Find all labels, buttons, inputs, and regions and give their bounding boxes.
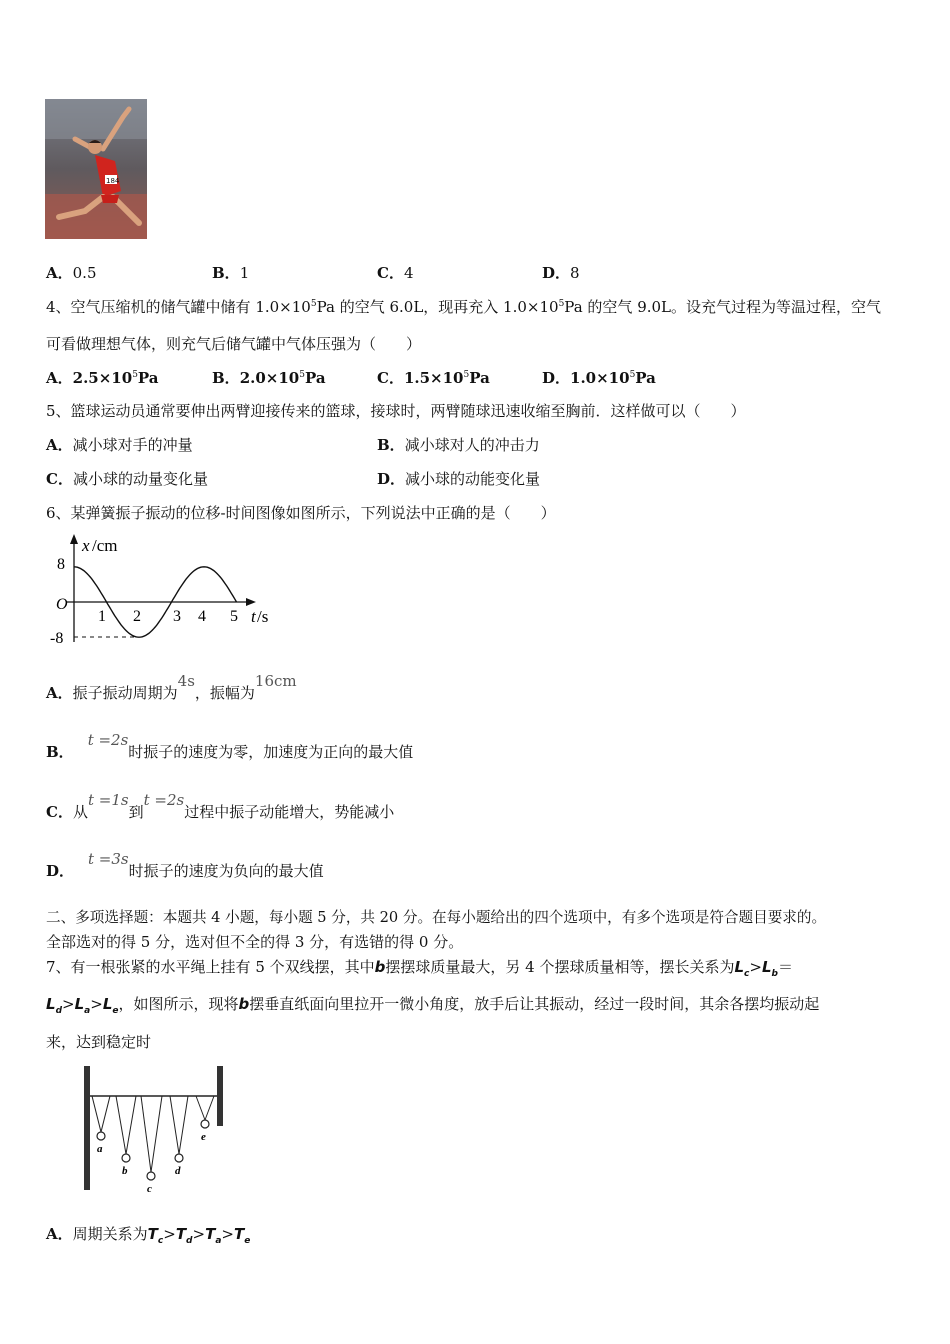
pendulum-b [116, 1096, 136, 1177]
option-text: 1.0×10 [570, 369, 630, 387]
option-label: D． [377, 470, 406, 488]
y-axis-label-unit: /cm [92, 536, 118, 555]
q7-stem-line2 [46, 993, 819, 1016]
q7-gt: > [192, 1225, 206, 1243]
option-sup: 5 [463, 370, 470, 380]
q6-option-d[interactable] [46, 850, 324, 881]
q3-option-c[interactable] [377, 262, 414, 283]
q7-gt: > [90, 995, 103, 1013]
q7-var-L: L [74, 995, 85, 1013]
q7-gt: > [163, 1225, 176, 1243]
option-sup: 5 [132, 370, 138, 380]
option-unit: Pa [469, 369, 490, 387]
x-axis-label-t: t [251, 607, 256, 626]
option-text: 4 [403, 264, 414, 282]
q4-stem-line1 [46, 296, 881, 317]
option-label: A． [46, 684, 73, 702]
option-math: 4s [177, 672, 195, 690]
x-axis-arrow-icon [246, 598, 256, 606]
option-text: 8 [570, 264, 580, 282]
bib-number: 184 [106, 177, 120, 185]
option-text: 减小球对手的冲量 [72, 436, 193, 454]
q5-option-d[interactable] [377, 468, 540, 489]
option-sup: 5 [299, 370, 305, 380]
y-axis-label-x: x [82, 536, 90, 555]
option-math: t =1s [87, 791, 129, 809]
q3-option-a[interactable] [46, 262, 97, 283]
option-text: 过程中振子动能增大，势能减小 [184, 803, 395, 821]
q5-option-a[interactable] [46, 434, 193, 455]
q6-stem: 6、某弹簧振子振动的位移-时间图像如图所示，下列说法中正确的是（ ） [46, 504, 556, 522]
q7-sub-e: e [112, 1006, 119, 1016]
q4-option-d[interactable] [542, 367, 656, 388]
x-tick-4: 4 [198, 608, 206, 625]
q7-var-T: T [233, 1225, 245, 1243]
option-math: t =3s [88, 850, 129, 868]
x-tick-1: 1 [98, 608, 106, 625]
q7-text: 7、有一根张紧的水平绳上挂有 5 个双线摆，其中 [46, 958, 375, 976]
q7-sub-c: c [744, 969, 750, 979]
q7-gt: > [749, 958, 762, 976]
option-sup: 5 [629, 370, 636, 380]
pendulum-a [92, 1096, 110, 1155]
q7-sub-b: b [771, 969, 778, 979]
q7-text: ，如图所示，现将 [118, 995, 239, 1013]
option-label: D． [542, 369, 571, 387]
option-label: A． [46, 264, 73, 282]
q4-text-a: 4、空气压缩机的储气罐中储有 1.0×10 [46, 298, 311, 316]
y-axis-arrow-icon [70, 534, 78, 544]
left-support [84, 1066, 90, 1190]
x-axis-label-unit: /s [257, 607, 269, 626]
option-text: 2.5×10 [72, 369, 133, 387]
pendulum-label-d: d [175, 1165, 181, 1177]
q4-sup1: 5 [310, 299, 317, 309]
option-text: 减小球的动量变化量 [72, 470, 208, 488]
option-text: 振子振动周期为 [72, 684, 178, 702]
y-tick-8: 8 [57, 556, 65, 573]
option-text: 1.5×10 [403, 369, 464, 387]
option-text: 时振子的速度为负向的最大值 [128, 862, 324, 880]
q7-gt: > [221, 1225, 234, 1243]
q4-text-c: Pa 的空气 9.0L。设充气过程为等温过程，空气 [564, 298, 882, 316]
option-label: B． [46, 743, 74, 761]
x-tick-2: 2 [133, 608, 141, 625]
option-unit: Pa [304, 369, 326, 387]
q7-option-a[interactable] [46, 1223, 250, 1246]
option-label: C． [377, 369, 404, 387]
option-text: 0.5 [72, 264, 97, 282]
origin-label: O [56, 596, 68, 613]
option-label: B． [212, 264, 240, 282]
right-support [217, 1066, 223, 1126]
q7-sub-c: c [157, 1236, 164, 1246]
q5-option-b[interactable] [377, 434, 540, 455]
option-text: ，振幅为 [194, 684, 255, 702]
option-label: C． [46, 803, 73, 821]
q7-var-T: T [175, 1225, 187, 1243]
q4-sup2: 5 [558, 299, 565, 309]
q6-graph [46, 530, 286, 650]
option-label: A． [46, 1225, 73, 1243]
option-unit: Pa [137, 369, 159, 387]
q4-option-a[interactable] [46, 367, 159, 388]
option-label: D． [46, 862, 75, 880]
option-label: C． [377, 264, 404, 282]
option-text: 从 [72, 803, 88, 821]
option-text: 减小球对人的冲击力 [404, 436, 540, 454]
q7-text: 摆摆球质量最大，另 4 个摆球质量相等，摆长关系为 [385, 958, 735, 976]
q7-sub-d: d [55, 1006, 63, 1016]
athlete-photo [45, 99, 147, 239]
q7-var-b: b [238, 995, 250, 1013]
option-text: 周期关系为 [72, 1225, 148, 1243]
pendulum-label-c: c [147, 1183, 152, 1194]
q7-var-b: b [374, 958, 386, 976]
option-math: 16cm [254, 672, 297, 690]
q3-option-b[interactable] [212, 262, 249, 283]
q7-sub-a: a [84, 1006, 91, 1016]
option-label: C． [46, 470, 73, 488]
option-text: 减小球的动能变化量 [405, 470, 541, 488]
pendulum-d [170, 1096, 188, 1177]
q7-text: 摆垂直纸面向里拉开一微小角度，放手后让其振动，经过一段时间，其余各摆均振动起 [249, 995, 820, 1013]
option-label: B． [377, 436, 405, 454]
q7-var-L: L [46, 995, 56, 1013]
q7-gt: > [62, 995, 75, 1013]
option-text: 2.0×10 [239, 369, 300, 387]
q3-option-d[interactable] [542, 262, 580, 283]
q7-var-T: T [205, 1225, 216, 1243]
section2-line1: 二、多项选择题：本题共 4 小题，每小题 5 分，共 20 分。在每小题给出的四个选项中，有多个选项是符合题目要求的。 [46, 909, 827, 926]
option-label: D． [542, 264, 571, 282]
pendulum-label-e: e [201, 1131, 206, 1143]
option-unit: Pa [635, 369, 656, 387]
pendulum-label-a: a [97, 1143, 103, 1155]
q7-sub-d: d [186, 1236, 193, 1246]
q4-stem-line2: 可看做理想气体，则充气后储气罐中气体压强为（ ） [46, 335, 422, 353]
pendulum-label-b: b [122, 1165, 128, 1177]
q6-option-a[interactable] [46, 672, 297, 703]
q4-option-b[interactable] [212, 367, 326, 388]
q4-text-b: Pa 的空气 6.0L，现再充入 1.0×10 [316, 298, 559, 316]
section2-line2: 全部选对的得 5 分，选对但不全的得 3 分，有选错的得 0 分。 [46, 933, 464, 951]
q7-stem-line3: 来，达到稳定时 [46, 1033, 152, 1051]
q7-var-L: L [734, 958, 745, 976]
q7-sub-a: a [215, 1236, 222, 1246]
q6-option-b[interactable] [46, 731, 414, 762]
q5-stem: 5、篮球运动员通常要伸出两臂迎接传来的篮球，接球时，两臂随球迅速收缩至胸前．这样做可以（ ） [46, 402, 746, 420]
option-text: 时振子的速度为零，加速度为正向的最大值 [128, 743, 414, 761]
option-text: 1 [239, 264, 250, 282]
pendulum-e [196, 1096, 214, 1143]
q7-eq: ＝ [777, 958, 793, 976]
pendulum-diagram [78, 1062, 228, 1194]
option-math: t =2s [143, 791, 185, 809]
q7-var-T: T [147, 1225, 158, 1243]
q7-var-L: L [761, 958, 772, 976]
option-label: B． [212, 369, 240, 387]
option-label: A． [46, 369, 73, 387]
q4-option-c[interactable] [377, 367, 490, 388]
q6-option-c[interactable] [46, 791, 395, 822]
q5-option-c[interactable] [46, 468, 208, 489]
x-tick-5: 5 [230, 608, 238, 625]
pendulum-c [141, 1096, 162, 1194]
q7-stem-line1 [46, 956, 793, 979]
y-tick-neg8: -8 [50, 630, 64, 647]
option-text: 到 [128, 803, 144, 821]
q7-sub-e: e [244, 1236, 251, 1246]
option-math: t =2s [87, 731, 129, 749]
option-label: A． [46, 436, 73, 454]
x-tick-3: 3 [173, 608, 181, 625]
q7-var-L: L [102, 995, 113, 1013]
